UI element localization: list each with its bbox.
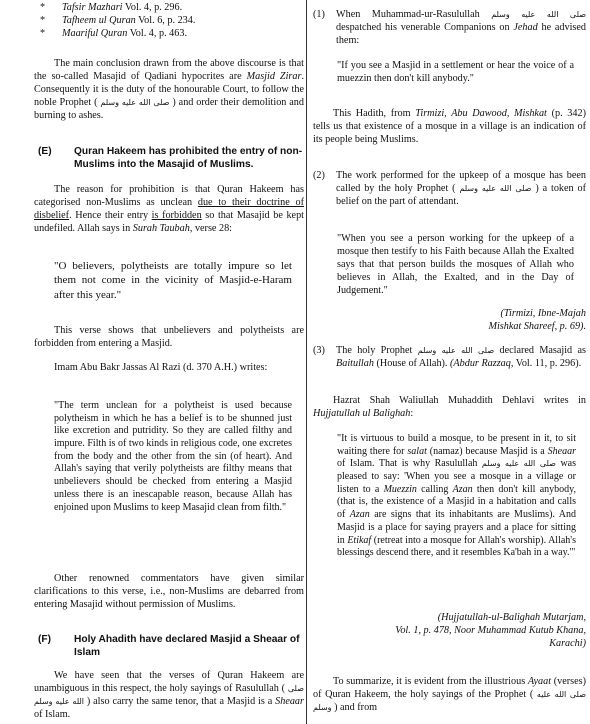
text: (retreat into a mosque for Allah's worship). Allah's blessings descend there, and it resembles Ka'bah in a way.'"	[337, 534, 576, 559]
imam-paragraph: Imam Abu Bakr Jassas Al Razi (d. 370 A.H.) writes:	[54, 362, 268, 373]
text-emphasis: Azan	[349, 509, 370, 521]
text-emphasis: Sheaar	[275, 695, 304, 707]
text: ) and order their demolition and burning to ashes.	[34, 96, 304, 121]
text: (House of Allah).	[373, 357, 451, 369]
conclusion-paragraph	[34, 58, 304, 123]
text-emphasis: (Abdur Razzaq,	[450, 357, 514, 369]
reference-detail: Vol. 6, p. 234.	[135, 14, 196, 26]
quran-quote: "O believers, polytheists are totally impure so let them not come in the vicinity of Masjid-e-Haram after this year."	[54, 260, 292, 301]
column-divider	[306, 0, 307, 724]
arabic-honorific: صلى الله عليه وسلم	[100, 97, 170, 107]
citation-3	[395, 612, 586, 651]
arabic-honorific: صلى الله عليه وسلم	[417, 346, 495, 355]
text: "It is virtuous to build a mosque, to be present in it, to sit waiting there for	[337, 433, 576, 457]
text: The main conclusion drawn from the above discourse is that the so-called Masajid of Qadiani hypocrites are	[34, 58, 304, 82]
text: so that Masajid be kept undefiled. Allah says in	[34, 209, 305, 234]
text: :	[410, 407, 414, 419]
text: Hazrat Shah Waliullah Muhaddith Dehlavi writes in	[333, 395, 586, 406]
arabic-honorific: صلى الله عليه وسلم	[491, 10, 587, 19]
section-label: (E)	[38, 146, 52, 157]
section-e-heading	[34, 146, 304, 174]
text: then don't kill anybody, (that is, the existence of a Masjid in a habitation and calls of	[337, 483, 576, 521]
citation-2	[488, 308, 586, 334]
text: was pleased to say: 'When you see a mosque in a village or listen to a	[337, 458, 576, 495]
arabic-honorific: صلى الله عليه وسلم	[313, 689, 586, 712]
text-emphasis: Hujjatullah ul Balighah	[313, 407, 411, 419]
reference-detail: Vol. 4, p. 296.	[122, 2, 183, 13]
bullet: *	[40, 14, 46, 26]
citation-line: Mishkat Shareef, p. 69).	[488, 320, 586, 332]
item-number: (3)	[313, 345, 325, 356]
text: The work performed for the upkeep of a mosque has been called by the holy Prophet (	[336, 170, 586, 194]
text: The reason for prohibition is that Quran Hakeem has categorised non-Muslims as unclean	[34, 184, 304, 208]
summarize-paragraph	[313, 676, 586, 715]
jassas-quote: "The term unclean for a polytheist is used because polytheism in which he has a belief is to be shunned just like excretion and putridity. So they are called filthy and impure. Filth is of two kinds in religious code, one excretes from the body and the other from the sin (of heart). And Allah's saying that verily polytheists are filthy means that unbelievers should be checked from entering a Masjid unless there is an inescapable reason, because Allah has enjoined upon Muslims to keep Masajid clean from filth."	[54, 400, 292, 513]
verse-shows-paragraph: This verse shows that unbelievers and polytheists are forbidden from entering a Masjid.	[34, 325, 304, 349]
text: calling	[416, 483, 453, 495]
text: of Islam. That is why Rasulullah	[337, 458, 482, 470]
waliullah-quote	[337, 433, 576, 560]
bullet: *	[40, 27, 46, 39]
text-emphasis: Surah Taubah	[132, 222, 190, 234]
text: he advised them:	[336, 21, 586, 46]
citation-line: Karachi)	[549, 637, 586, 649]
muezzin-quote: "If you see a Masjid in a settlement or hear the voice of a muezzin then don't kill anybody."	[337, 60, 574, 84]
item-1	[313, 9, 586, 49]
text: This Hadith, from	[333, 108, 416, 119]
text: To summarize, it is evident from the illustrious	[333, 676, 528, 687]
item-number: (1)	[313, 9, 325, 20]
text-emphasis: Baitullah	[336, 357, 374, 369]
section-label: (F)	[38, 634, 52, 645]
reference-title: Maariful Quran	[62, 27, 128, 39]
reference-detail: Vol. 4, p. 463.	[127, 27, 188, 39]
text: , verse 28:	[189, 222, 232, 234]
text: are signs that its inhabitants are Muslims). And Masjid is a place for saying prayers and a place for sitting in	[337, 509, 576, 546]
hadith-paragraph	[313, 108, 586, 147]
text-emphasis: Masjid Zirar	[246, 70, 302, 82]
reference-item	[34, 28, 304, 41]
reference-item	[34, 2, 304, 15]
item-2-text	[336, 170, 586, 209]
text: ) a token of belief on the part of attendant.	[336, 182, 586, 207]
text: The holy Prophet	[336, 345, 418, 356]
text: When Muhammad-ur-Rasulullah	[336, 9, 492, 20]
reference-item	[34, 15, 304, 28]
text: ) and from	[331, 701, 378, 713]
text-emphasis: Azan	[452, 483, 473, 495]
reason-paragraph	[34, 184, 304, 236]
text-emphasis: Sheaar	[547, 445, 576, 457]
item-1-text	[336, 9, 586, 48]
text: of Islam.	[34, 708, 71, 720]
text: despatched his venerable Companions on	[336, 21, 514, 33]
text-emphasis: Jehad	[513, 21, 538, 33]
citation-line: Vol. 1, p. 478, Noor Muhammad Kutub Khana,	[395, 624, 586, 636]
item-2	[313, 170, 586, 210]
reference-title: Tafheem ul Quran	[62, 14, 136, 26]
we-have-seen-paragraph	[34, 670, 304, 722]
text-emphasis: salat	[407, 445, 427, 457]
text-emphasis: Ayaat	[527, 676, 552, 687]
text-emphasis: Etikaf	[347, 534, 372, 546]
citation-line: (Hujjatullah-ul-Balighah Mutarjam,	[437, 612, 586, 623]
bullet: *	[40, 2, 46, 13]
text: We have seen that the verses of Quran Hakeem are unambiguous in this respect, the holy sayings of Rasulullah (	[34, 670, 304, 694]
arabic-honorific: صلى الله عليه وسلم	[34, 683, 304, 706]
text: (verses) of Quran Hakeem, the holy sayings of the Prophet (	[313, 676, 587, 700]
text-underline: is forbidden	[151, 209, 202, 221]
item-number: (2)	[313, 170, 325, 181]
citation-line: (Tirmizi, Ibne-Majah	[500, 308, 586, 319]
text-emphasis: Muezzin	[383, 483, 417, 495]
item-3-text	[336, 345, 586, 371]
upkeep-quote: "When you see a person working for the upkeep of a mosque then testify to his Faith because Allah the Exalted says that that person builds the mosques of Allah who believes in Allah, the Exalted, and in the Day of Judgement."	[337, 233, 574, 296]
text: declared Masajid as	[494, 345, 586, 356]
hazrat-paragraph	[313, 395, 586, 421]
text: ) also carry the same tenor, that a Masjid is a	[84, 695, 276, 707]
other-renowned-paragraph: Other renowned commentators have given similar clarifications to this verse, i.e., non-Muslims are debarred from entering Masajid without permission of Muslims.	[34, 573, 304, 610]
text: (namaz) because Masjid is a	[426, 445, 548, 457]
section-title: Quran Hakeem has prohibited the entry of non-Muslims into the Masajid of Muslims.	[74, 146, 303, 170]
section-title: Holy Ahadith have declared Masjid a Sheaar of Islam	[74, 634, 300, 658]
text-underline: due to their doctrine of disbelief	[34, 196, 304, 221]
arabic-honorific: صلى الله عليه وسلم	[459, 183, 532, 193]
text: . Consequently it is the duty of the honourable Court, to follow the noble Prophet (	[34, 70, 304, 108]
text-emphasis: Tirmizi, Abu Dawood, Mishkat	[415, 108, 547, 119]
text: Vol. 11, p. 296).	[513, 357, 582, 369]
item-3	[313, 345, 586, 385]
reference-title: Tafsir Mazhari	[62, 2, 123, 13]
text: . Hence their entry	[69, 209, 152, 221]
section-f-heading	[34, 634, 304, 662]
text: (p. 342) tells us that existence of a mosque in a village is an indication of its people being Muslims.	[313, 108, 586, 145]
arabic-honorific: صلى الله عليه وسلم	[481, 459, 556, 469]
reference-list	[34, 2, 304, 41]
